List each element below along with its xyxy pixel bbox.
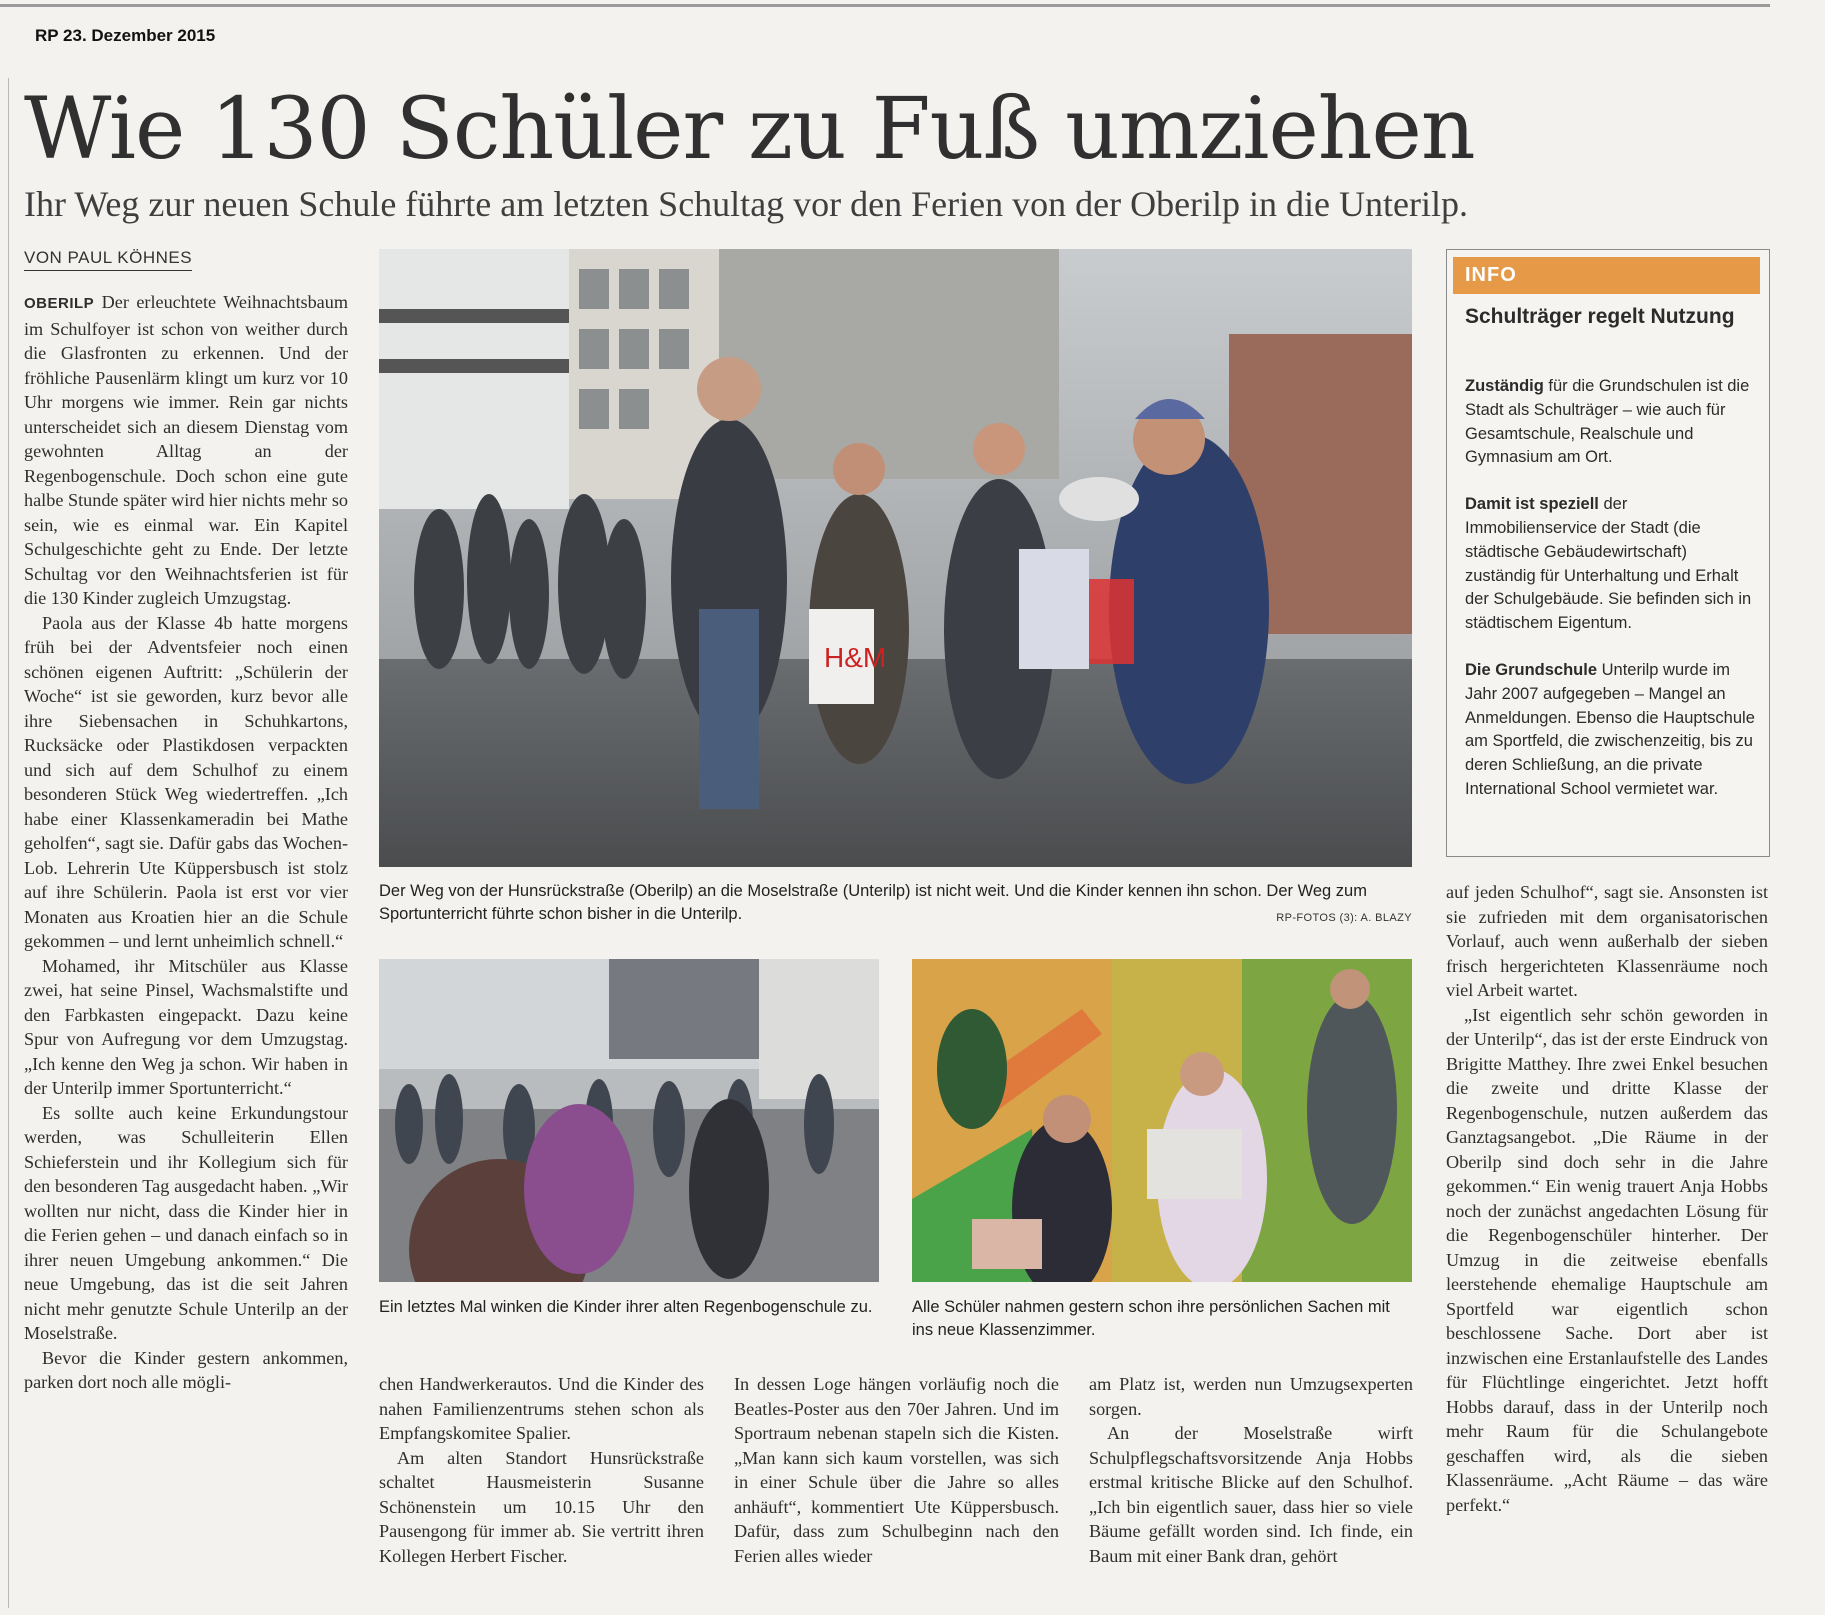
article-paragraph: am Platz ist, werden nun Umzugsexperten sorgen. — [1089, 1374, 1413, 1419]
article-column-2 — [379, 1372, 704, 1592]
info-text — [1465, 375, 1757, 825]
info-paragraph: Zuständig für die Grundschulen ist die Stadt als Schulträger – wie auch für Gesamtschule, Realschule und Gymnasium am Ort. — [1465, 377, 1750, 467]
dateline: RP 23. Dezember 2015 — [35, 26, 216, 45]
article-column-3 — [734, 1372, 1059, 1592]
article-column-4 — [1089, 1372, 1413, 1592]
subheadline: Ihr Weg zur neuen Schule führte am letzten Schultag vor den Ferien von der Oberilp in die Unterilp. — [24, 184, 1468, 224]
info-box — [1446, 249, 1770, 857]
article-paragraph: Paola aus der Klasse 4b hatte morgens früh bei der Adventsfeier noch einen schönen eigenen Auftritt: „Schülerin der Woche“ ist sie geworden, kurz bevor alle ihre Siebensachen in Schuhkartons, Rucksäcke oder Plastikdosen verpackten und sich auf dem Schulhof zu einem besonderen Stück Weg wiedertreffen. „Ich habe einer Klassenkameradin bei Mathe geholfen“, sagt sie. Dafür gabs das Wochen-Lob. Lehrerin Ute Küppersbusch ist stolz auf ihre Schülerin. Paola ist erst vor vier Monaten aus Kroatien hier an die Schule gekommen – und lernt unheimlich schnell.“ — [24, 612, 348, 951]
article-column-5 — [1446, 880, 1768, 1595]
article-paragraph: chen Handwerkerautos. Und die Kinder des nahen Familienzentrums stehen schon als Empfangskomitee Spalier. — [379, 1374, 704, 1443]
article-paragraph: Mohamed, ihr Mitschüler aus Klasse zwei, hat seine Pinsel, Wachsmalstifte und den Farbkasten eingepackt. Dazu keine Spur von Aufregung vor dem Umzugstag. „Ich kenne den Weg ja schon. Wir haben in der Unterilp immer Sportunterricht.“ — [24, 955, 348, 1098]
lead-keyword: OBERILP — [24, 295, 95, 312]
article-paragraph: auf jeden Schulhof“, sagt sie. Ansonsten ist sie zufrieden mit dem organisatorischen Vorlauf, auch wenn außerhalb der sieben frisch hergerichteten Klassenräume noch viel Arbeit wartet. — [1446, 882, 1768, 1000]
bag-logo: H&M — [824, 642, 887, 673]
photo-credit: RP-FOTOS (3): A. BLAZY — [1276, 912, 1412, 924]
main-photo-caption: Der Weg von der Hunsrückstraße (Oberilp) an die Moselstraße (Unterilp) ist nicht weit. Und die Kinder kennen ihn schon. Der Weg zum Sportunterricht führte schon bisher in die Unterilp. — [379, 882, 1367, 923]
main-photo — [379, 249, 1412, 867]
left-photo — [379, 959, 879, 1282]
right-photo — [912, 959, 1412, 1282]
main-photo-image — [379, 249, 1412, 867]
article-paragraph: „Ist eigentlich sehr schön geworden in der Unterilp“, das ist der erste Eindruck von Brigitte Matthey. Ihre zwei Enkel besuchen die zweite und dritte Klasse der Regenbogenschule, nutzen außerdem das Ganztagsangebot. „Die Räume in der Oberilp sind doch sehr in die Jahre gekommen.“ Ein wenig trauert Anja Hobbs noch der zunächst angedachten Lösung für die Regenbogenschüler hinterher. Der Umzug in die zeitweise ebenfalls leerstehende ehemalige Hauptschule am Sportfeld war eigentlich schon beschlossene Sache. Dort aber ist inzwischen eine Erstanlaufstelle des Landes für Flüchtlinge eingerichtet. Jetzt hofft Hobbs darauf, dass in der Unterilp noch mehr Raum für die Schulangebote geschaffen wird, als die sieben Klassenräume. „Acht Räume – das wäre perfekt.“ — [1446, 1004, 1768, 1515]
right-photo-image — [912, 959, 1412, 1282]
headline: Wie 130 Schüler zu Fuß umziehen — [24, 80, 1475, 179]
left-photo-caption: Ein letztes Mal winken die Kinder ihrer alten Regenbogenschule zu. — [379, 1298, 873, 1316]
article-paragraph: In dessen Loge hängen vorläufig noch die Beatles-Poster aus den 70er Jahren. Und im Sportraum nebenan stapeln sich die Kisten. „Man kann sich kaum vorstellen, was sich in einer Schule über die Jahre so alles anhäuft“, kommentiert Ute Küppersbusch. Dafür, dass zum Schulbeginn nach den Ferien alles wieder — [734, 1374, 1059, 1566]
article-paragraph: An der Moselstraße wirft Schulpflegschaftsvorsitzende Anja Hobbs erstmal kritische Blicke auf den Schulhof. „Ich bin eigentlich sauer, dass hier so viele Bäume gefällt worden sind. Ich finde, ein Baum mit einer Bank dran, gehört — [1089, 1423, 1413, 1566]
info-paragraph: Die Grundschule Unterilp wurde im Jahr 2007 aufgegeben – Mangel an Anmeldungen. Ebenso die Hauptschule am Sportfeld, die zwischenzeitig, bis zu deren Schließung, an die private International School vermietet war. — [1465, 660, 1755, 798]
article-paragraph: Am alten Standort Hunsrückstraße schaltet Hausmeisterin Susanne Schönenstein um 10.15 Uhr den Pausengong für immer ab. Sie vertritt ihren Kollegen Herbert Fischer. — [379, 1447, 704, 1566]
info-label: INFO — [1453, 257, 1760, 294]
left-photo-image — [379, 959, 879, 1282]
article-column-1 — [24, 290, 348, 1590]
article-paragraph: OBERILP Der erleuchtete Weihnachtsbaum im Schulfoyer ist schon von weither durch die Glasfronten zu erkennen. Und der fröhliche Pausenlärm klingt um kurz vor 10 Uhr morgens wie immer. Rein gar nichts unterscheidet sich an diesem Dienstag vom gewohnten Alltag an der Regenbogenschule. Doch schon eine gute halbe Stunde später wird hier nichts mehr so sein, wie es einmal war. Ein Kapitel Schulgeschichte geht zu Ende. Der letzte Schultag vor den Weihnachtsferien ist für die 130 Kinder zugleich Umzugstag. — [24, 292, 348, 608]
info-title: Schulträger regelt Nutzung — [1465, 305, 1735, 328]
byline: VON PAUL KÖHNES — [24, 248, 192, 271]
article-paragraph: Es sollte auch keine Erkundungstour werden, was Schulleiterin Ellen Schieferstein und ihr Kollegium sich für den besonderen Tag ausgedacht haben. „Wir wollten nur nicht, dass die Kinder hier in die Ferien gehen – und danach einfach so in ihrer neuen Umgebung ankommen.“ Die neue Umgebung, das ist die seit Jahren nicht mehr genutzte Schule Unterilp an der Moselstraße. — [24, 1102, 348, 1343]
info-paragraph: Damit ist speziell der Immobilienservice der Stadt (die städtische Gebäudewirtschaft) zuständig für Unterhaltung und Erhalt der Schulgebäude. Sie befinden sich in städtischem Eigentum. — [1465, 495, 1752, 633]
left-rule — [8, 78, 9, 1608]
article-paragraph: Bevor die Kinder gestern ankommen, parken dort noch alle mögli- — [24, 1347, 348, 1392]
right-photo-caption: Alle Schüler nahmen gestern schon ihre persönlichen Sachen mit ins neue Klassenzimmer. — [912, 1298, 1390, 1339]
top-rule — [0, 4, 1770, 7]
